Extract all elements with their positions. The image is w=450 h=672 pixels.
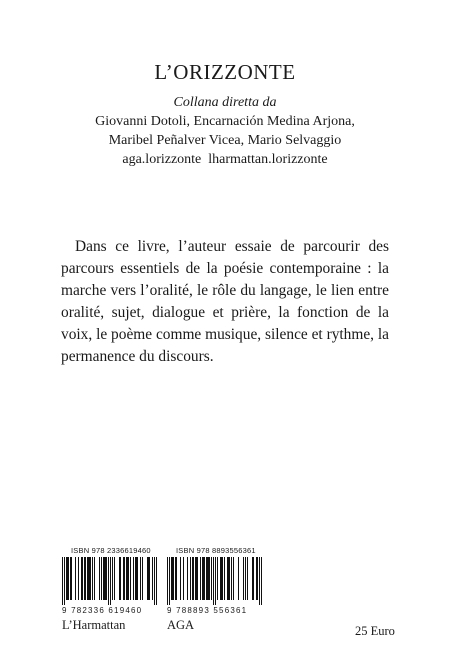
barcode-bar [152,557,153,600]
barcode-bar [85,557,86,600]
publisher-name: AGA [167,618,195,632]
barcode-bar [64,557,65,605]
barcode-bar [206,557,207,600]
barcode-bar [154,557,155,605]
barcode-bar [238,557,239,600]
barcode-bar [140,557,141,600]
price: 25 Euro [355,624,395,638]
barcode-bar [114,557,115,600]
barcode-bar [66,557,67,600]
series-title: L’ORIZZONTE [154,60,296,84]
barcode-bar [228,557,229,600]
barcode-bar [193,557,194,600]
barcode-bar [172,557,173,600]
barcode-bar [224,557,225,600]
barcode-bar [142,557,143,600]
barcode-bar [108,557,109,605]
barcode-bar [92,557,93,600]
barcode-bar [135,557,136,600]
barcode-bar [105,557,106,600]
barcode-bar [156,557,157,605]
barcode-bar [84,557,85,600]
barcode-bar [128,557,129,600]
barcode-bar [103,557,104,600]
barcode-bar [112,557,113,600]
barcode-bar [259,557,260,605]
barcode-bar [220,557,221,600]
barcode-bar [126,557,127,600]
barcode-bar [130,557,131,600]
barcode-bar [88,557,89,600]
barcode-bar [82,557,83,600]
barcode-bar [227,557,228,600]
barcode-bar [167,557,168,605]
barcode-bar [119,557,120,600]
series-header [0,60,450,169]
barcode-bar [203,557,204,600]
barcode-bar [75,557,76,600]
barcode [62,557,158,607]
directors-line-2: Maribel Peñalver Vicea, Mario Selvaggio [108,133,342,148]
barcode-bar [211,557,212,600]
isbn-label: ISBN 978 8893556361 [176,546,256,555]
barcode-digits: 9 782336 619460 [62,606,143,615]
barcode-bar [133,557,134,600]
barcode-bar [229,557,230,600]
barcode-bar [148,557,149,600]
barcode-bar [217,557,218,600]
barcode-bar [106,557,107,600]
barcode-bar [252,557,253,600]
barcode-bar [247,557,248,600]
barcode-bar [221,557,222,600]
directors-line-1: Giovanni Dotoli, Encarnación Medina Arjona, [95,114,355,129]
barcode-bar [180,557,181,600]
barcode-bar [136,557,137,600]
barcode-bar [245,557,246,600]
barcode-bar [222,557,223,600]
barcode-bar [94,557,95,600]
barcode-bar [147,557,148,600]
barcode-bar [110,557,111,605]
barcode-bar [197,557,198,600]
barcode-bar [257,557,258,600]
barcode-bar [253,557,254,600]
barcode-bar [171,557,172,600]
social-handles: aga.lorizzonte lharmattan.lorizzonte [122,152,328,167]
barcode-bar [124,557,125,600]
barcode-bar [81,557,82,600]
barcode-bar [256,557,257,600]
barcode-bar [89,557,90,600]
barcode-bar [71,557,72,600]
barcode-bar [202,557,203,600]
barcode-bar [173,557,174,600]
barcode-bar [101,557,102,600]
barcode-bar [70,557,71,600]
barcode-bar [192,557,193,600]
barcode-bar [209,557,210,600]
barcode-bar [104,557,105,600]
publisher-name: L’Harmattan [62,618,126,632]
barcode-bar [183,557,184,600]
barcode-bar [243,557,244,600]
barcode-bar [149,557,150,600]
barcode-bar [231,557,232,600]
barcode-bar [137,557,138,600]
barcode-bar [215,557,216,605]
barcode-bar [87,557,88,600]
barcode [167,557,263,607]
barcode-block-aga [167,546,263,633]
barcode-bar [195,557,196,600]
barcode-bar [68,557,69,600]
barcode-bar [208,557,209,600]
barcode-bar [169,557,170,605]
barcode-bar [123,557,124,600]
barcode-bar [176,557,177,600]
collana-label: Collana diretta da [173,95,277,110]
barcode-digits: 9 788893 556361 [167,606,248,615]
isbn-label: ISBN 978 2336619460 [71,546,151,555]
barcode-bar [261,557,262,605]
barcode-bar [78,557,79,600]
barcode-bar [190,557,191,600]
barcode-bar [62,557,63,605]
barcode-bar [213,557,214,605]
barcode-bar [196,557,197,600]
barcode-bar [200,557,201,600]
barcode-bar [175,557,176,600]
back-cover-blurb: Dans ce livre, l’auteur essaie de parcourir des parcours essentiels de la poésie contemporaine : la marche vers l’oralité, le rôle du langage, le lien entre oralité, sujet, dialogue et prière, la fonction de la voix, le poème comme musique, silence et rythme, la permanence du discours. [61,238,389,365]
barcode-bar [99,557,100,600]
barcode-bar [204,557,205,600]
barcode-bar [187,557,188,600]
barcode-block-lharmattan [62,546,158,633]
barcode-bar [90,557,91,600]
barcode-bar [233,557,234,600]
barcode-bar [120,557,121,600]
barcode-bar [127,557,128,600]
barcode-bar [67,557,68,600]
barcode-bar [207,557,208,600]
